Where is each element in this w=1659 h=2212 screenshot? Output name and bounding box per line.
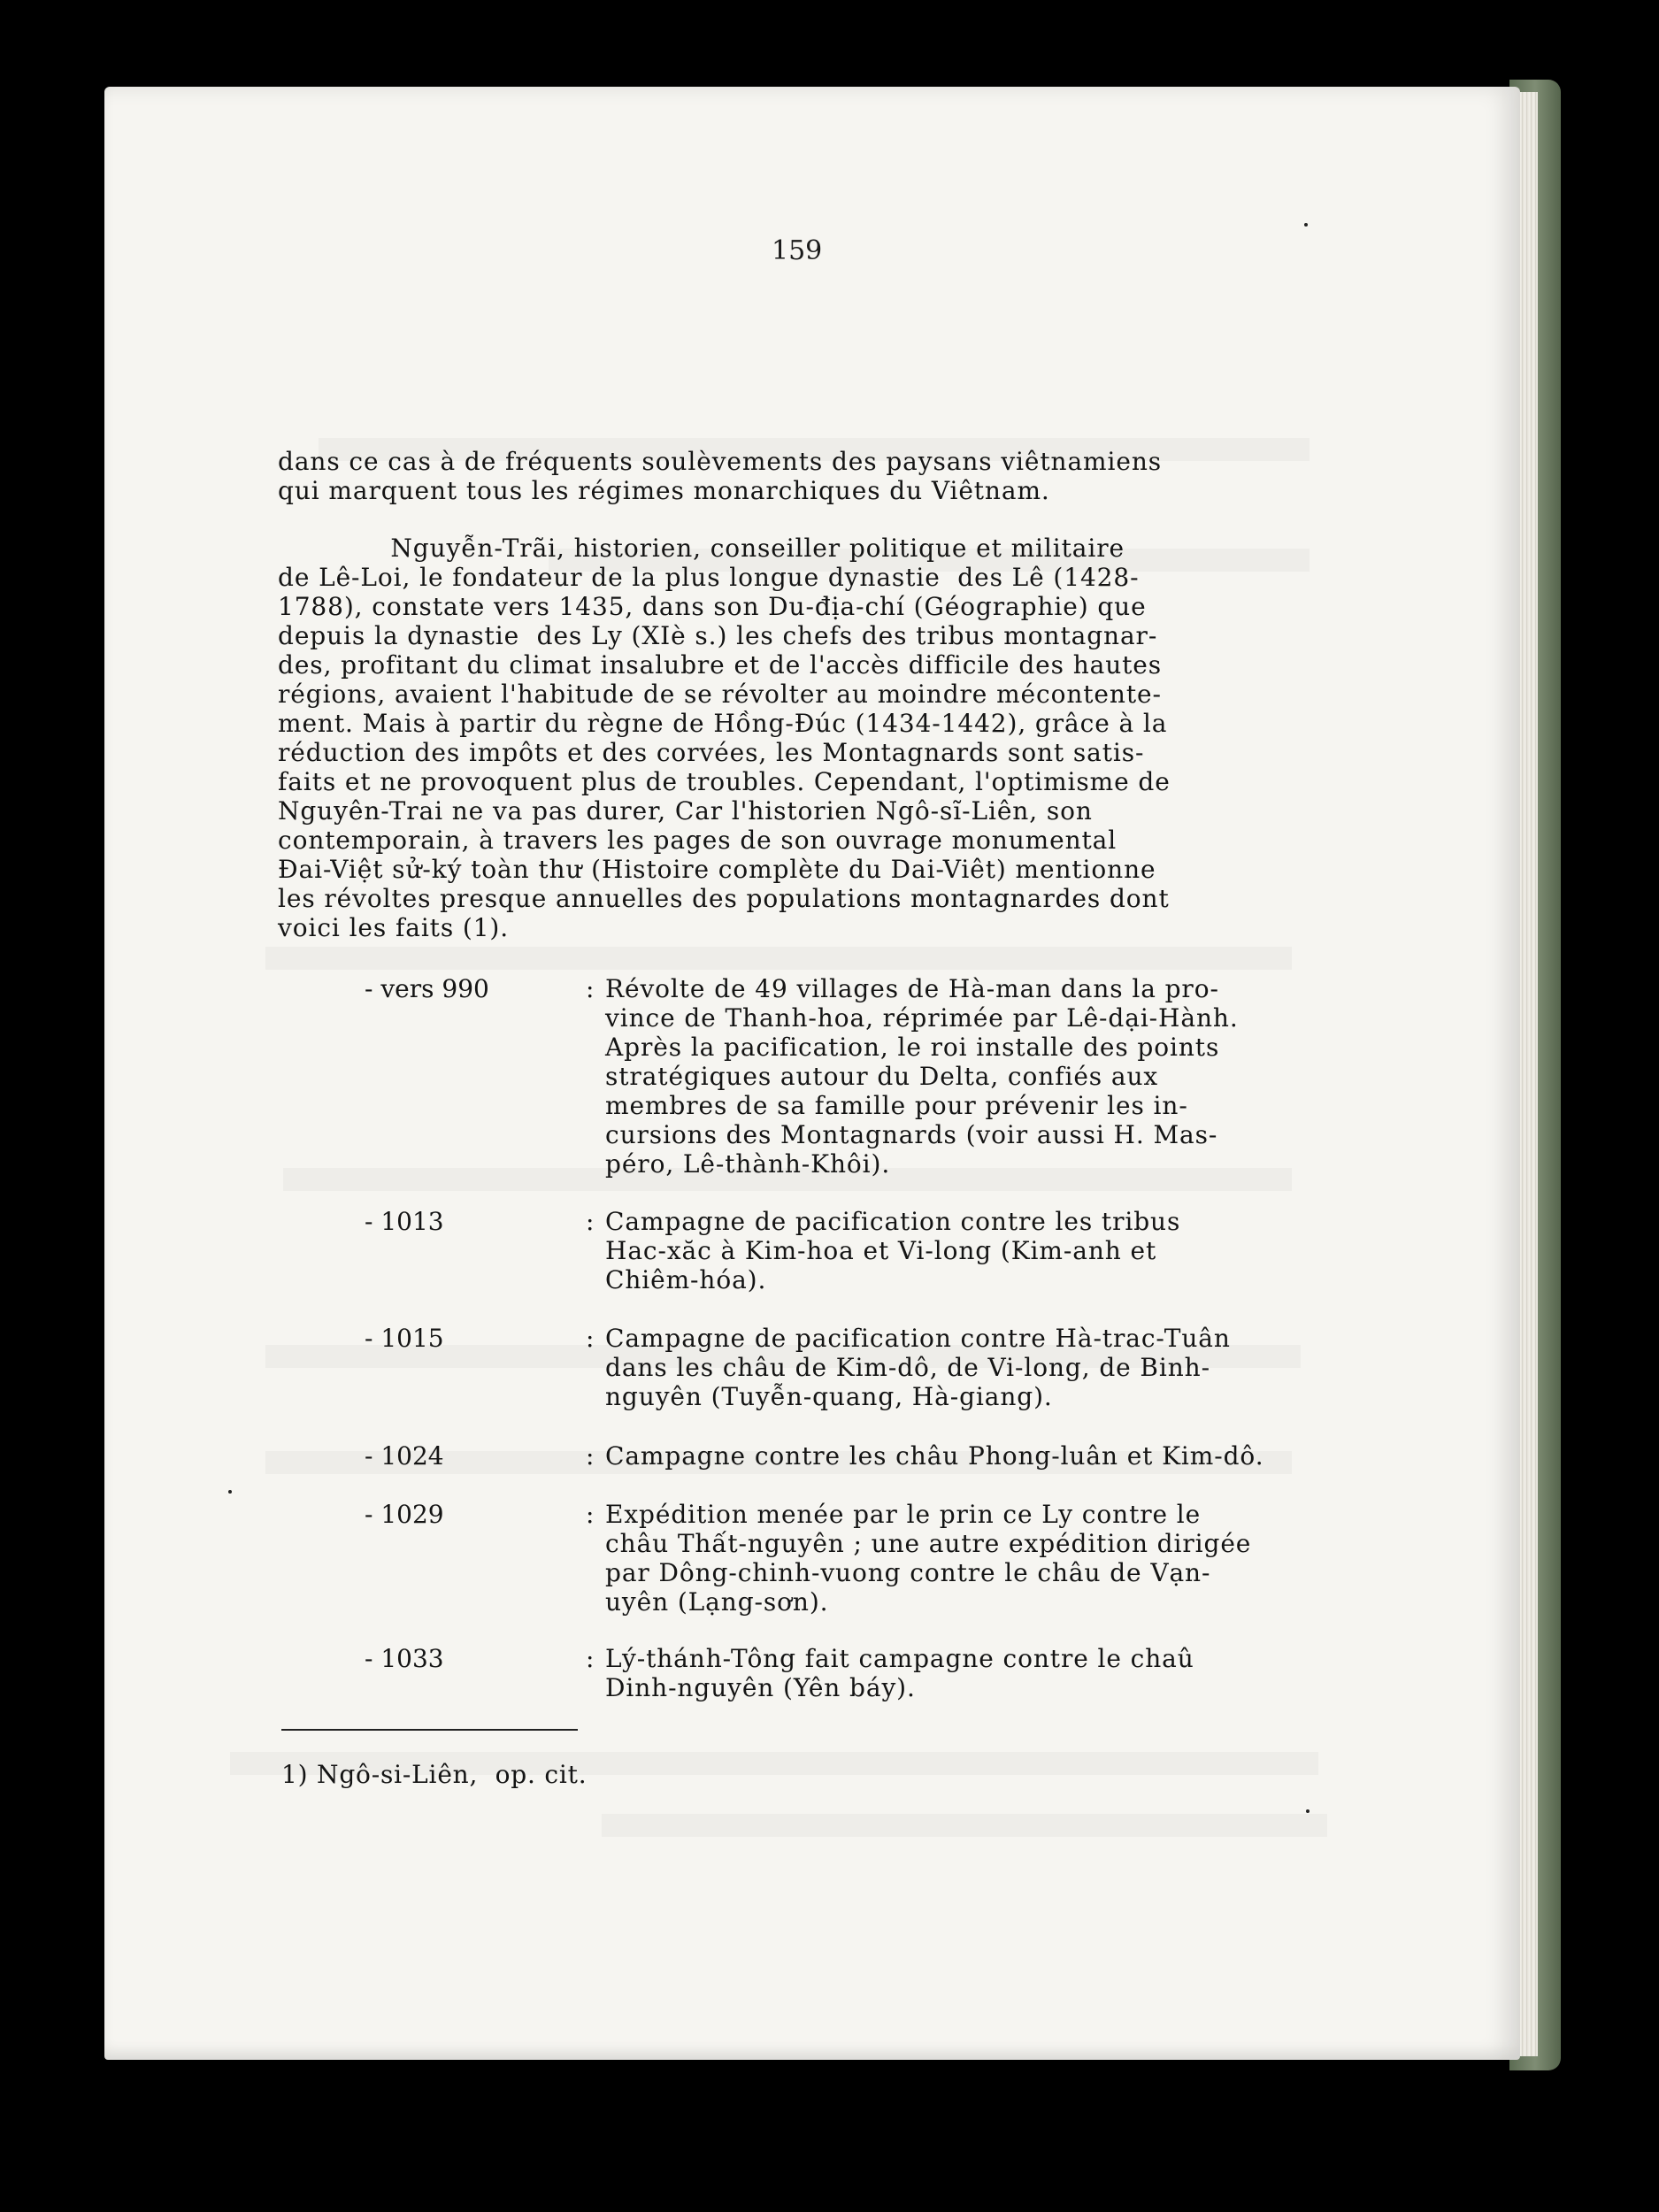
entry-text: Campagne de pacification contre Hà-trac-Tuân dans les châu de Kim-dô, de Vi-long, de Binh- nguyên (Tuyễn-quang, Hà-giang). [605, 1324, 1231, 1411]
entry-colon: : [586, 1644, 595, 1673]
dust-speck [1304, 223, 1308, 227]
entry-colon: : [586, 1500, 595, 1529]
entry-text: Expédition menée par le prin ce Ly contre le châu Thất-nguyên ; une autre expédition dirigée par Dông-chinh-vuong contre le châu de Vạn- uyên (Lạng-sơn). [605, 1500, 1252, 1617]
entry-colon: : [586, 1441, 595, 1471]
entry-text: Campagne contre les châu Phong-luân et Kim-dô. [605, 1441, 1264, 1471]
opening-paragraph: dans ce cas à de fréquents soulèvements des paysans viêtnamiens qui marquent tous les régimes monarchiques du Viêtnam. [278, 447, 1163, 505]
entry-colon: : [586, 974, 595, 1003]
entry-text: Révolte de 49 villages de Hà-man dans la pro- vince de Thanh-hoa, réprimée par Lê-dại-Hành. Après la pacification, le roi installe des points stratégiques autour du Delta, confiés aux membres de sa famille pour prévenir les in- cursions des Montagnards (voir aussi H. Mas- péro, Lê-thành-Khôi). [605, 974, 1239, 1179]
dust-speck [228, 1490, 232, 1494]
entry-colon: : [586, 1324, 595, 1353]
entry-date: - 1024 [365, 1441, 444, 1471]
entry-date: - 1033 [365, 1644, 444, 1673]
entry-text: Lý-thánh-Tông fait campagne contre le chaû Dinh-nguyên (Yên báy). [605, 1644, 1194, 1702]
entry-text: Campagne de pacification contre les tribus Hac-xăc à Kim-hoa et Vi-long (Kim-anh et Chiêm-hóa). [605, 1207, 1181, 1294]
dust-speck [1306, 1809, 1310, 1813]
entry-date: - 1013 [365, 1207, 444, 1236]
footnote-rule [281, 1729, 578, 1731]
entry-colon: : [586, 1207, 595, 1236]
entry-date: - 1029 [365, 1500, 444, 1529]
footnote: 1) Ngô-si-Liên, op. cit. [281, 1760, 588, 1789]
entry-date: - 1015 [365, 1324, 444, 1353]
nguyen-trai-paragraph: Nguyễn-Trãi, historien, conseiller politique et militaire de Lê-Loi, le fondateur de la plus longue dynastie des Lê (1428- 1788), constate vers 1435, dans son Du-địa-chí (Géographie) que depuis la dynastie des Ly (XIè s.) les chefs des tribus montagnar- des, profitant du climat insalubre et de l'accès difficile des hautes régions, avaient l'habitude de se révolter au moindre mécontente- ment. Mais à partir du règne de Hồng-Đúc (1434-1442), grâce à la réduction des impôts et des corvées, les Montagnards sont satis- faits et ne provoquent plus de troubles. Cependant, l'optimisme de Nguyên-Trai ne va pas durer, Car l'historien Ngô-sĩ-Liên, son contemporain, à travers les pages de son ouvrage monumental Đai-Việt sử-ký toàn thư (Histoire complète du Dai-Viêt) mentionne les révoltes presque annuelles des populations montagnardes dont voici les faits (1). [278, 534, 1171, 942]
page-number: 159 [772, 235, 823, 266]
entry-date: - vers 990 [365, 974, 489, 1003]
